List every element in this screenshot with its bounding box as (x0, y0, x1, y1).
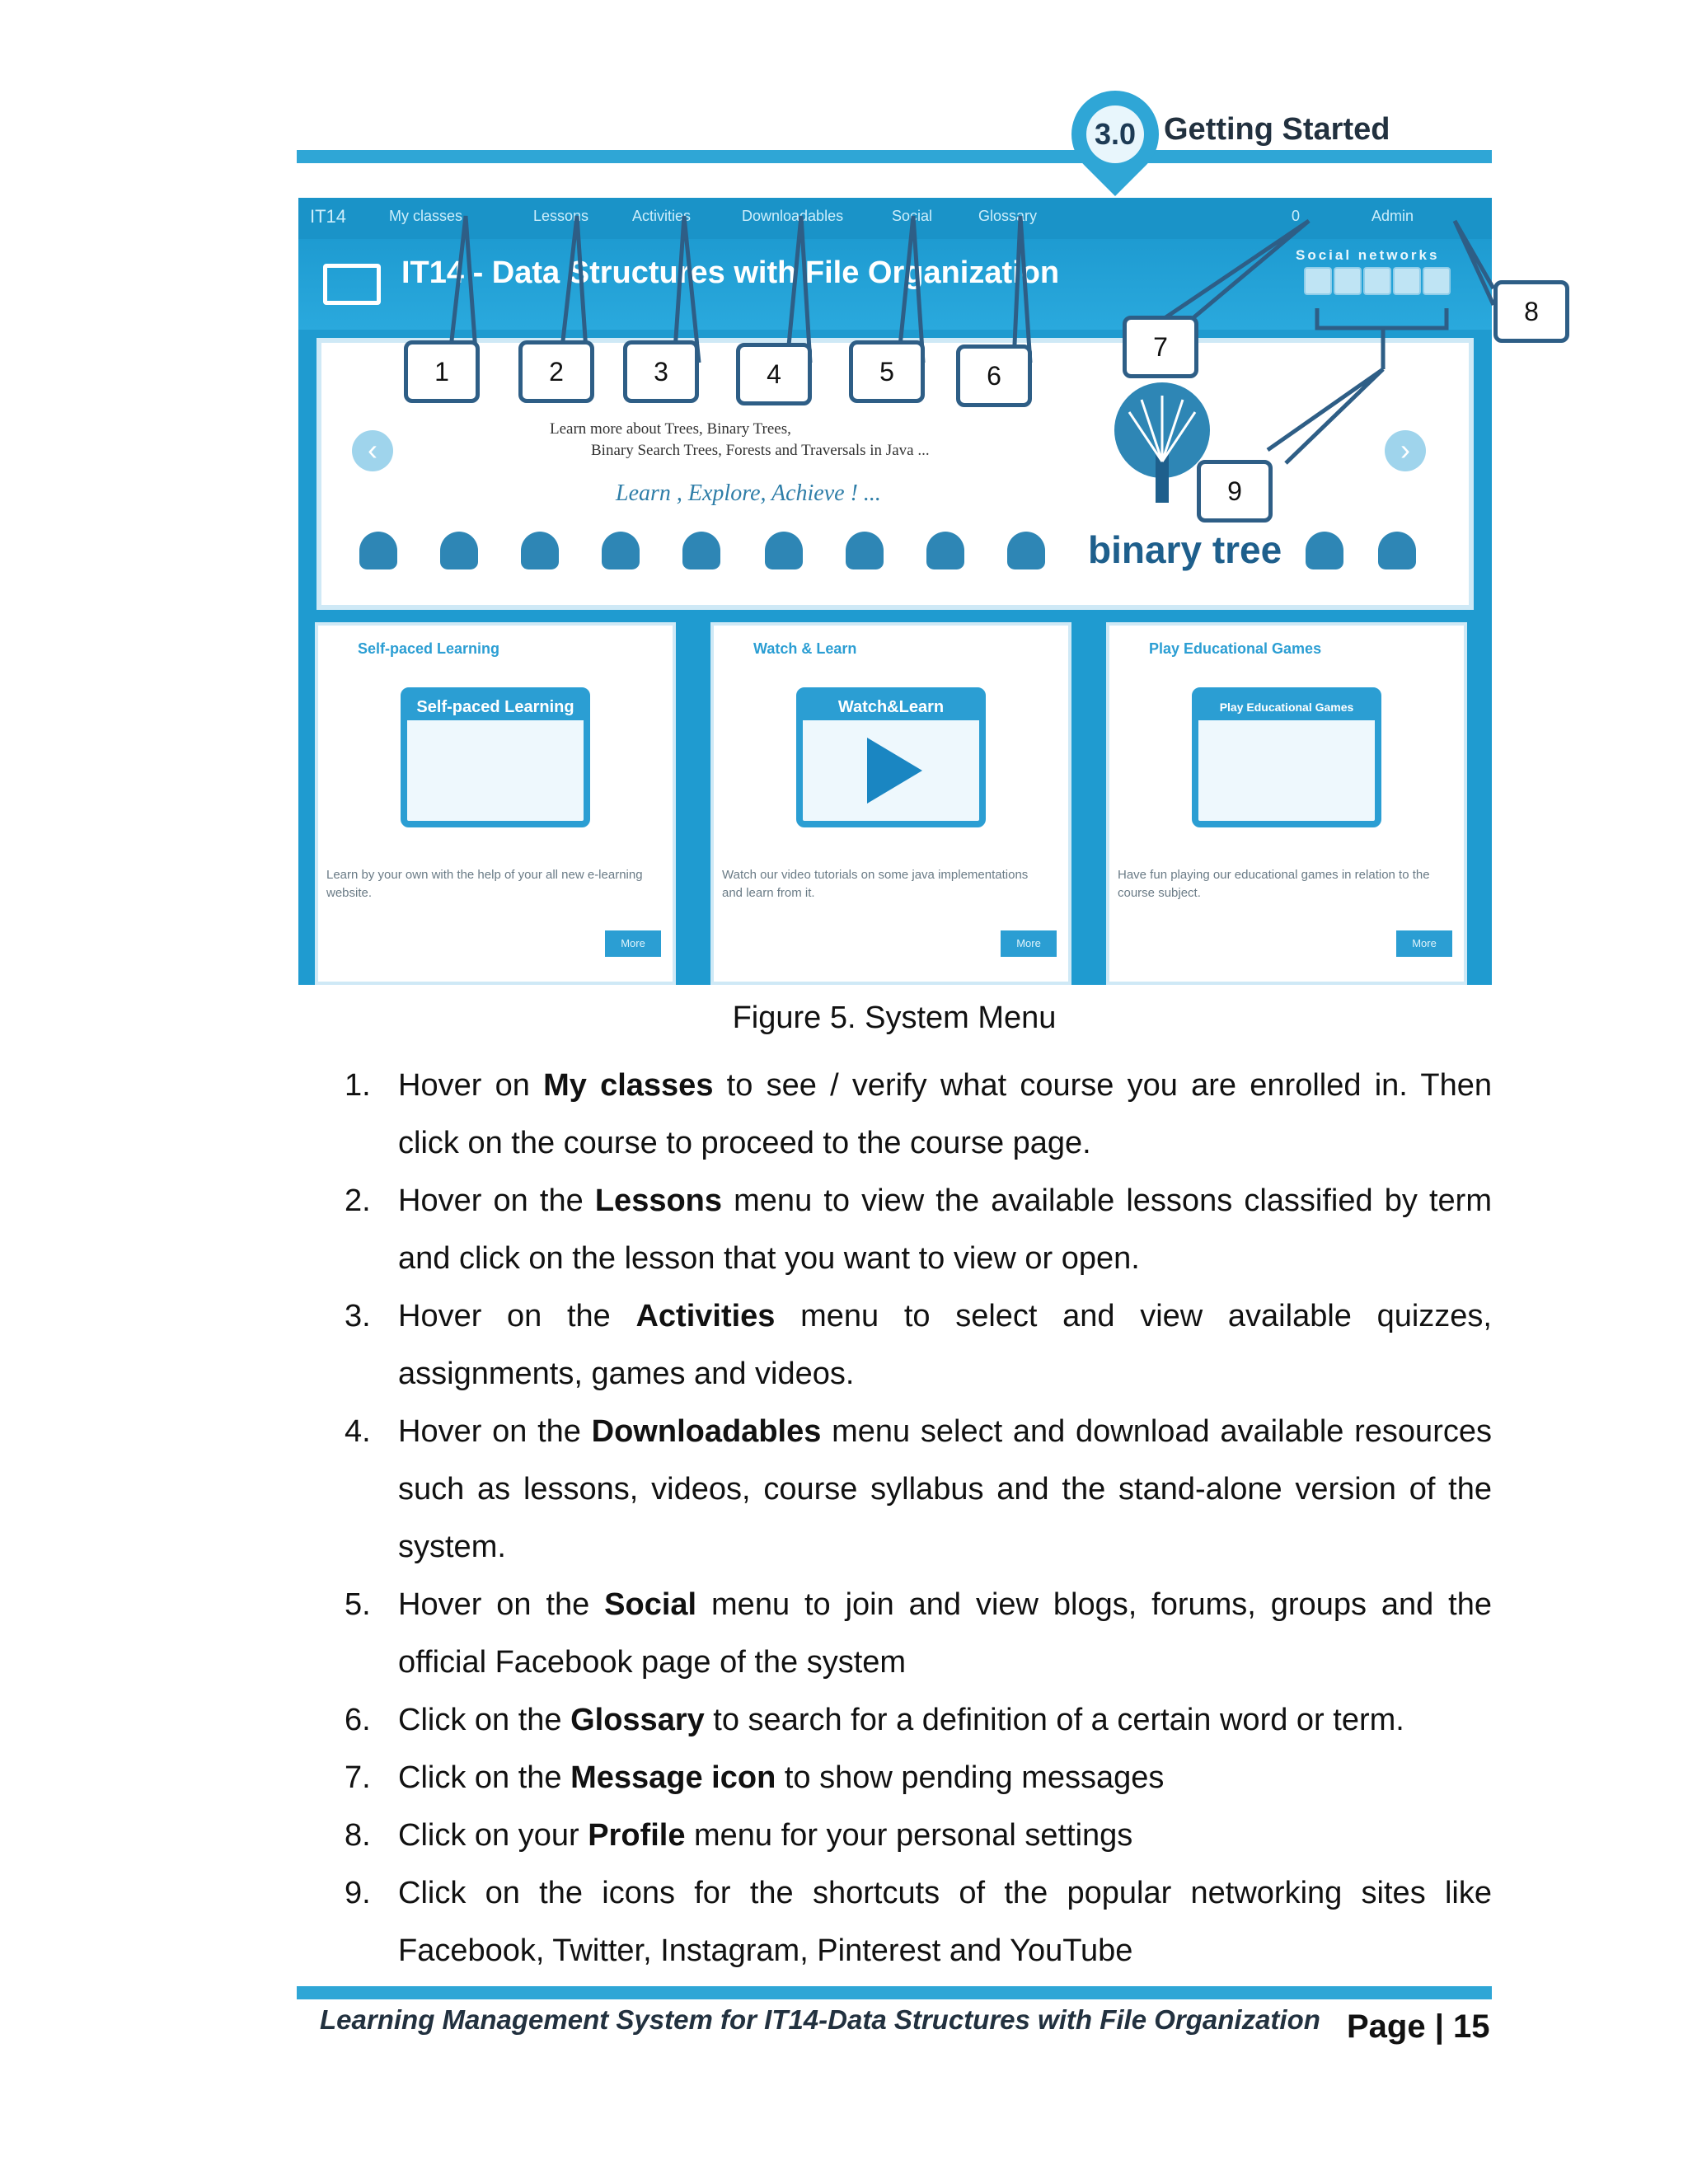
tree-icon (765, 532, 803, 569)
tree-icon (926, 532, 964, 569)
item-text: Click on the (398, 1760, 571, 1795)
callout-7: 7 (1123, 316, 1198, 378)
nav-glossary[interactable]: Glossary (978, 208, 1038, 224)
list-item (345, 1807, 1492, 1864)
facebook-icon[interactable] (1334, 267, 1362, 295)
twitter-icon[interactable] (1304, 267, 1332, 295)
item-text: Hover on the (398, 1183, 595, 1218)
nav-bar (298, 198, 1492, 239)
book-owl-icon[interactable] (401, 687, 590, 827)
pinterest-icon[interactable] (1393, 267, 1421, 295)
slide-subtitle (550, 419, 930, 462)
item-text: Click on the (398, 1703, 571, 1737)
list-item (345, 1172, 1492, 1287)
footer-rule (297, 1986, 1492, 1999)
card-watch-learn (710, 622, 1071, 985)
list-item (345, 1749, 1492, 1807)
nav-lessons[interactable]: Lessons (533, 208, 589, 224)
item-text: to show pending messages (776, 1760, 1165, 1795)
callout-8: 8 (1493, 280, 1569, 343)
nav-brand[interactable]: IT14 (310, 206, 347, 227)
item-keyword: Profile (588, 1818, 686, 1853)
footer-title: Learning Management System for IT14-Data Structures with File Organization (320, 2004, 1320, 2035)
section-number: 3.0 (1094, 117, 1137, 151)
slide-subtitle-line2: Binary Search Trees, Forests and Traversals in Java ... (591, 442, 930, 459)
card-games (1106, 622, 1467, 985)
item-keyword: Activities (635, 1299, 776, 1333)
card-description: Watch our video tutorials on some java implementations and learn from it. (722, 868, 1029, 900)
section-number-badge (1086, 105, 1144, 163)
social-networks-label: Social networks (1296, 247, 1440, 263)
callout-3: 3 (623, 340, 699, 403)
callout-5: 5 (849, 340, 925, 403)
callout-9: 9 (1197, 460, 1273, 523)
nav-messages[interactable]: 0 (1292, 208, 1301, 224)
instruction-list (345, 1057, 1492, 1980)
callout-6: 6 (956, 344, 1032, 407)
play-icon (860, 733, 926, 808)
card-heading: Self-paced Learning (358, 640, 500, 657)
instagram-icon[interactable] (1423, 267, 1451, 295)
list-item (345, 1864, 1492, 1980)
card-description: Learn by your own with the help of your all new e-learning website. (326, 868, 643, 900)
item-text: Hover on (398, 1068, 544, 1103)
item-text: Click on your (398, 1818, 588, 1853)
slide-subtitle-line1: Learn more about Trees, Binary Trees, (550, 420, 791, 438)
item-text: Hover on the (398, 1299, 636, 1333)
nav-downloadables[interactable]: Downloadables (742, 208, 844, 224)
item-number: 9. (345, 1876, 371, 1910)
section-title: Getting Started (1164, 112, 1390, 147)
chevron-left-icon[interactable]: ‹ (352, 430, 393, 471)
system-menu-screenshot (298, 198, 1492, 985)
tree-icon (1306, 532, 1343, 569)
play-video-icon[interactable] (796, 687, 986, 827)
list-item (345, 1691, 1492, 1749)
slide-tagline: Learn , Explore, Achieve ! ... (616, 480, 881, 506)
item-number: 1. (345, 1068, 371, 1103)
tree-icon (1007, 532, 1045, 569)
item-number: 6. (345, 1703, 371, 1737)
card-image-label: Self-paced Learning (407, 694, 584, 720)
tree-icon (846, 532, 884, 569)
card-image-label: Play Educational Games (1198, 694, 1375, 720)
tree-icon (682, 532, 720, 569)
puzzle-icon[interactable] (1192, 687, 1381, 827)
card-heading: Play Educational Games (1149, 640, 1322, 657)
item-text: to see / verify what course you are enrolled in. Then click on the course to proceed to the course page. (398, 1068, 1492, 1160)
item-keyword: My classes (543, 1068, 714, 1103)
laptop-icon (323, 264, 381, 305)
item-keyword: Downloadables (591, 1414, 822, 1449)
item-number: 4. (345, 1414, 371, 1449)
card-heading: Watch & Learn (753, 640, 857, 657)
tree-icon (521, 532, 559, 569)
nav-profile[interactable]: Admin (1372, 208, 1414, 224)
item-keyword: Glossary (570, 1703, 705, 1737)
youtube-icon[interactable] (1363, 267, 1391, 295)
card-description: Have fun playing our educational games in relation to the course subject. (1118, 868, 1430, 900)
item-text: menu to view the available lessons classified by term and click on the lesson that you want to view or open. (398, 1183, 1492, 1276)
item-text: Click on the icons for the shortcuts of the popular networking sites like Facebook, Twitter, Instagram, Pinterest and YouTube (398, 1876, 1492, 1968)
item-number: 3. (345, 1299, 371, 1333)
list-item (345, 1403, 1492, 1576)
callout-4: 4 (736, 343, 812, 405)
item-text: Hover on the (398, 1587, 605, 1622)
list-item (345, 1057, 1492, 1172)
tree-icon (359, 532, 397, 569)
nav-activities[interactable]: Activities (632, 208, 692, 224)
item-keyword: Social (604, 1587, 697, 1622)
callout-1: 1 (404, 340, 480, 403)
item-number: 5. (345, 1587, 371, 1622)
list-item (345, 1576, 1492, 1691)
chevron-right-icon[interactable]: › (1385, 430, 1426, 471)
item-text: menu for your personal settings (685, 1818, 1133, 1853)
item-number: 7. (345, 1760, 371, 1795)
item-text: menu to join and view blogs, forums, groups and the official Facebook page of the system (398, 1587, 1492, 1680)
tree-icon (602, 532, 640, 569)
list-item (345, 1287, 1492, 1403)
course-title: IT14 - Data Structures with File Organization (401, 255, 1060, 290)
tree-icon (1378, 532, 1416, 569)
slide-caption: binary tree (1088, 528, 1282, 571)
more-button[interactable]: More (1396, 930, 1452, 957)
nav-my-classes[interactable]: My classes (389, 208, 463, 224)
header-rule (297, 150, 1492, 163)
item-number: 8. (345, 1818, 371, 1853)
more-button[interactable]: More (605, 930, 661, 957)
item-keyword: Lessons (594, 1183, 723, 1218)
item-text: to search for a definition of a certain word or term. (704, 1703, 1404, 1737)
page-number: Page | 15 (1347, 2008, 1490, 2045)
item-text: menu to select and view available quizzes, assignments, games and videos. (398, 1299, 1492, 1391)
card-image-label: Watch&Learn (803, 694, 979, 720)
item-text: Hover on the (398, 1414, 592, 1449)
callout-2: 2 (518, 340, 594, 403)
item-number: 2. (345, 1183, 371, 1218)
item-keyword: Message icon (570, 1760, 776, 1795)
more-button[interactable]: More (1001, 930, 1057, 957)
figure-caption: Figure 5. System Menu (732, 1001, 1057, 1035)
tree-icon (440, 532, 478, 569)
card-self-paced (315, 622, 676, 985)
nav-social[interactable]: Social (892, 208, 933, 224)
item-text: menu select and download available resources such as lessons, videos, course syllabus and the stand-alone version of the system. (398, 1414, 1492, 1564)
